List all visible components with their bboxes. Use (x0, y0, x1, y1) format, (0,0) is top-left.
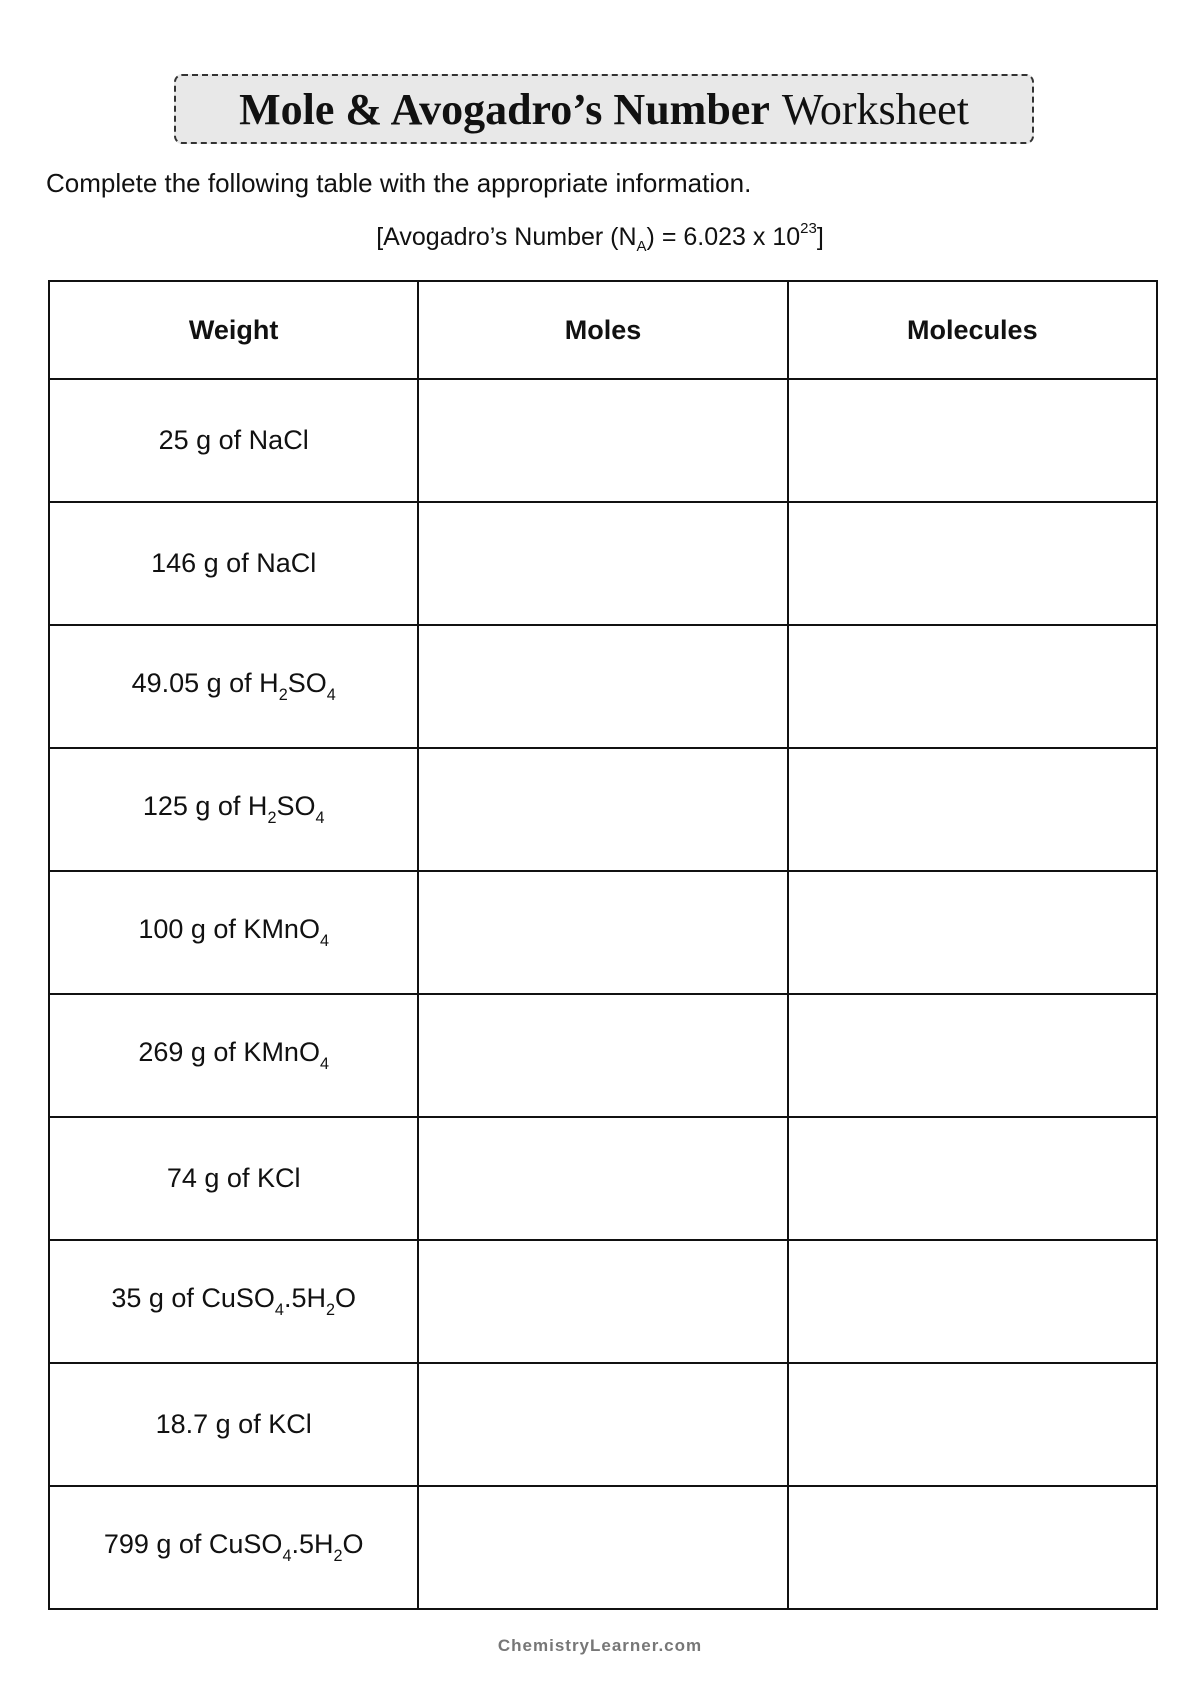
weight-cell (49, 502, 418, 625)
molecules-answer-cell[interactable] (788, 1117, 1157, 1240)
weight-cell (49, 871, 418, 994)
formula-suffix: ] (816, 223, 824, 251)
moles-answer-cell[interactable] (418, 748, 787, 871)
molecules-answer-cell[interactable] (788, 1486, 1157, 1609)
formula-sup: 23 (800, 220, 817, 237)
weight-subscript: 2 (267, 809, 277, 827)
molecules-answer-cell[interactable] (788, 748, 1157, 871)
weight-text: 146 g of NaCl (151, 548, 317, 578)
weight-cell (49, 748, 418, 871)
weight-cell (49, 994, 418, 1117)
table-row (49, 379, 1157, 502)
weight-text: O (342, 1529, 364, 1559)
weight-subscript: 4 (274, 1301, 284, 1319)
table-row (49, 502, 1157, 625)
moles-answer-cell[interactable] (418, 1486, 787, 1609)
molecules-answer-cell[interactable] (788, 625, 1157, 748)
footer-site: ChemistryLearner.com (497, 1636, 703, 1655)
weight-text: 25 g of NaCl (158, 425, 309, 455)
title-regular: Worksheet (781, 84, 969, 134)
table-row (49, 1117, 1157, 1240)
table-row (49, 994, 1157, 1117)
weight-subscript: 4 (319, 932, 329, 950)
weight-subscript: 4 (282, 1547, 292, 1565)
weight-cell (49, 1117, 418, 1240)
weight-subscript: 2 (325, 1301, 335, 1319)
weight-text: .5H (283, 1283, 326, 1313)
table-row (49, 748, 1157, 871)
title-bold: Mole & Avogadro’s Number (239, 84, 770, 134)
moles-answer-cell[interactable] (418, 1240, 787, 1363)
moles-answer-cell[interactable] (418, 994, 787, 1117)
weight-subscript: 4 (315, 809, 325, 827)
worksheet-table (48, 280, 1158, 1610)
weight-text: 18.7 g of KCl (155, 1409, 312, 1439)
weight-cell (49, 1240, 418, 1363)
molecules-answer-cell[interactable] (788, 502, 1157, 625)
weight-subscript: 4 (326, 686, 336, 704)
moles-answer-cell[interactable] (418, 871, 787, 994)
moles-answer-cell[interactable] (418, 625, 787, 748)
molecules-answer-cell[interactable] (788, 379, 1157, 502)
weight-cell (49, 625, 418, 748)
weight-text: 799 g of CuSO (103, 1529, 283, 1559)
weight-cell (49, 1486, 418, 1609)
weight-subscript: 4 (319, 1055, 329, 1073)
weight-text: 100 g of KMnO (138, 914, 320, 944)
instructions: Complete the following table with the appropriate information. (46, 168, 752, 198)
table-row (49, 871, 1157, 994)
formula-prefix: [Avogadro’s Number (N (376, 223, 637, 251)
weight-text: SO (276, 791, 316, 821)
weight-text: 74 g of KCl (166, 1163, 301, 1193)
molecules-answer-cell[interactable] (788, 871, 1157, 994)
molecules-answer-cell[interactable] (788, 994, 1157, 1117)
header-moles: Moles (418, 281, 787, 379)
moles-answer-cell[interactable] (418, 1117, 787, 1240)
weight-text: O (334, 1283, 356, 1313)
weight-text: 125 g of H (142, 791, 268, 821)
worksheet-title (174, 74, 1034, 144)
table-row (49, 1486, 1157, 1609)
formula-middle: ) = 6.023 x 10 (646, 223, 801, 251)
table-header-row (49, 281, 1157, 379)
weight-cell (49, 379, 418, 502)
molecules-answer-cell[interactable] (788, 1363, 1157, 1486)
weight-cell (49, 1363, 418, 1486)
weight-text: 35 g of CuSO (111, 1283, 275, 1313)
formula-sub: A (636, 238, 647, 255)
weight-subscript: 2 (278, 686, 288, 704)
molecules-answer-cell[interactable] (788, 1240, 1157, 1363)
moles-answer-cell[interactable] (418, 379, 787, 502)
weight-text: 49.05 g of H (131, 668, 279, 698)
header-weight: Weight (49, 281, 418, 379)
moles-answer-cell[interactable] (418, 502, 787, 625)
table-row (49, 625, 1157, 748)
table-row (49, 1363, 1157, 1486)
weight-text: 269 g of KMnO (138, 1037, 320, 1067)
moles-answer-cell[interactable] (418, 1363, 787, 1486)
weight-text: SO (287, 668, 327, 698)
table-row (49, 1240, 1157, 1363)
avogadro-formula (0, 220, 1200, 255)
weight-subscript: 2 (333, 1547, 343, 1565)
weight-text: .5H (291, 1529, 334, 1559)
header-molecules: Molecules (788, 281, 1157, 379)
